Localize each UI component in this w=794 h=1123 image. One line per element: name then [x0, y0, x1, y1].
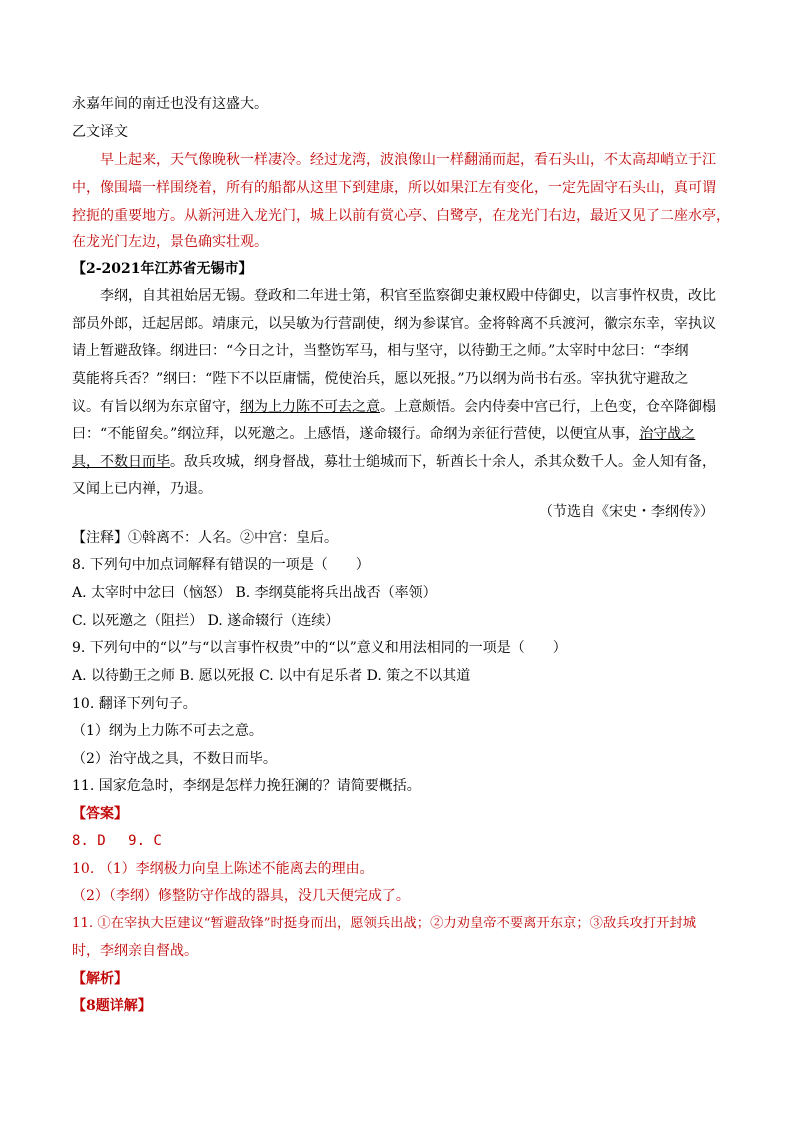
question-10-sentence-2: （2）治守战之具，不数日而毕。 [72, 751, 277, 767]
answer-8-9: 8. D 9. C [72, 833, 162, 849]
passage-line: 又闻上已内禅，乃退。 [72, 481, 212, 497]
passage-line: 莫能将兵否？”纲曰：“陛下不以臣庸懦，傥使治兵，愿以死报。”乃以纲为尚书右丞。宰执犹守避敌之 [72, 371, 689, 387]
answer-header: 【答案】 [72, 806, 128, 822]
underlined-sentence: 纲为上力陈不可去之意 [240, 399, 380, 415]
passage-line: 李纲，自其祖始居无锡。登政和二年进士第，积官至监察御史兼权殿中侍御史，以言事忤权贵，改比 [100, 288, 716, 304]
underlined-sentence: 治守战之 [639, 426, 696, 442]
question-8-detail-header: 【8题详解】 [72, 998, 152, 1014]
question-10-sentence-1: （1）纲为上力陈不可去之意。 [72, 723, 263, 739]
answer-11-line-1: 11. ①在宰执大臣建议“暂避敌锋”时挺身而出，愿领兵出战；②力劝皇帝不要离开东京；③敌兵攻打开封城 [72, 916, 697, 931]
question-8-options-ab: A. 太宰时中忿曰（恼怒） B. 李纲莫能将兵出战否（率领） [72, 585, 437, 601]
yi-translation-line: 在龙光门左边，景色确实壮观。 [72, 234, 268, 250]
annotation-note: 【注释】①斡离不：人名。②中宫：皇后。 [72, 530, 338, 546]
yi-translation-line: 中，像围墙一样围绕着，所有的船都从这里下到建康，所以如果江左有变化，一定先固守石头山，真可谓 [72, 180, 716, 196]
yi-translation-line: 早上起来，天气像晚秋一样凄冷。经过龙湾，波浪像山一样翻涌而起，看石头山，不太高却峭立于江 [100, 152, 716, 168]
analysis-header: 【解析】 [72, 971, 128, 987]
passage-line [72, 452, 716, 472]
passage-line: 部员外郎，迁起居郎。靖康元，以吴敏为行营副使，纲为参谋官。金将斡离不兵渡河，徽宗东幸，宰执议 [72, 316, 716, 332]
answer-10-2: （2）（李纲）修整防守作战的器具，没几天便完成了。 [72, 888, 410, 904]
question-9-options: A. 以待勤王之师 B. 愿以死报 C. 以中有足乐者 D. 策之不以其道 [72, 668, 471, 684]
question-11: 11. 国家危急时，李纲是怎样力挽狂澜的？请简要概括。 [72, 778, 421, 794]
passage-text: 。上意颇悟。会内侍奏中宫已行，上色变，仓卒降御榻 [380, 399, 716, 415]
yi-translation-line: 控扼的重要地方。从新河进入龙光门，城上以前有赏心亭、白鹭亭，在龙光门右边，最近又见了二座水亭， [72, 208, 730, 224]
passage-text: 曰：“不能留矣。”纲泣拜，以死邀之。上感悟，遂命辍行。命纲为亲征行营使，以便宜从事， [72, 426, 640, 442]
passage-line [72, 424, 695, 444]
answer-11-line-2: 时，李纲亲自督战。 [72, 943, 198, 959]
source-citation: （节选自《宋史・李纲传》） [539, 504, 714, 520]
passage-line [72, 397, 716, 417]
yi-translation-title: 乙文译文 [72, 124, 128, 140]
question-9: 9. 下列句中的“以”与“以言事忤权贵”中的“以”意义和用法相同的一项是（ ） [72, 640, 567, 656]
question-10: 10. 翻译下列句子。 [72, 696, 197, 712]
underlined-sentence: 具，不数日而毕 [72, 454, 170, 470]
question-8-options-cd: C. 以死邀之（阻拦） D. 遂命辍行（连续） [72, 613, 340, 629]
section-header: 【2-2021年江苏省无锡市】 [72, 261, 253, 277]
passage-text: 议。有旨以纲为东京留守， [72, 399, 240, 415]
passage-text: 。敌兵攻城，纲身督战，募壮士缒城而下，斩酋长十余人，杀其众数千人。金人知有备， [170, 454, 716, 470]
passage-line: 请上暂避敌锋。纲进曰：“今日之计，当整饬军马，相与坚守，以待勤王之师。”太宰时中忿曰：“李纲 [72, 343, 689, 359]
answer-10-1: 10. （1）李纲极力向皇上陈述不能离去的理由。 [72, 861, 374, 877]
jia-translation-end: 永嘉年间的南迁也没有这盛大。 [72, 96, 268, 112]
question-8: 8. 下列句中加点词解释有错误的一项是（ ） [72, 557, 370, 573]
